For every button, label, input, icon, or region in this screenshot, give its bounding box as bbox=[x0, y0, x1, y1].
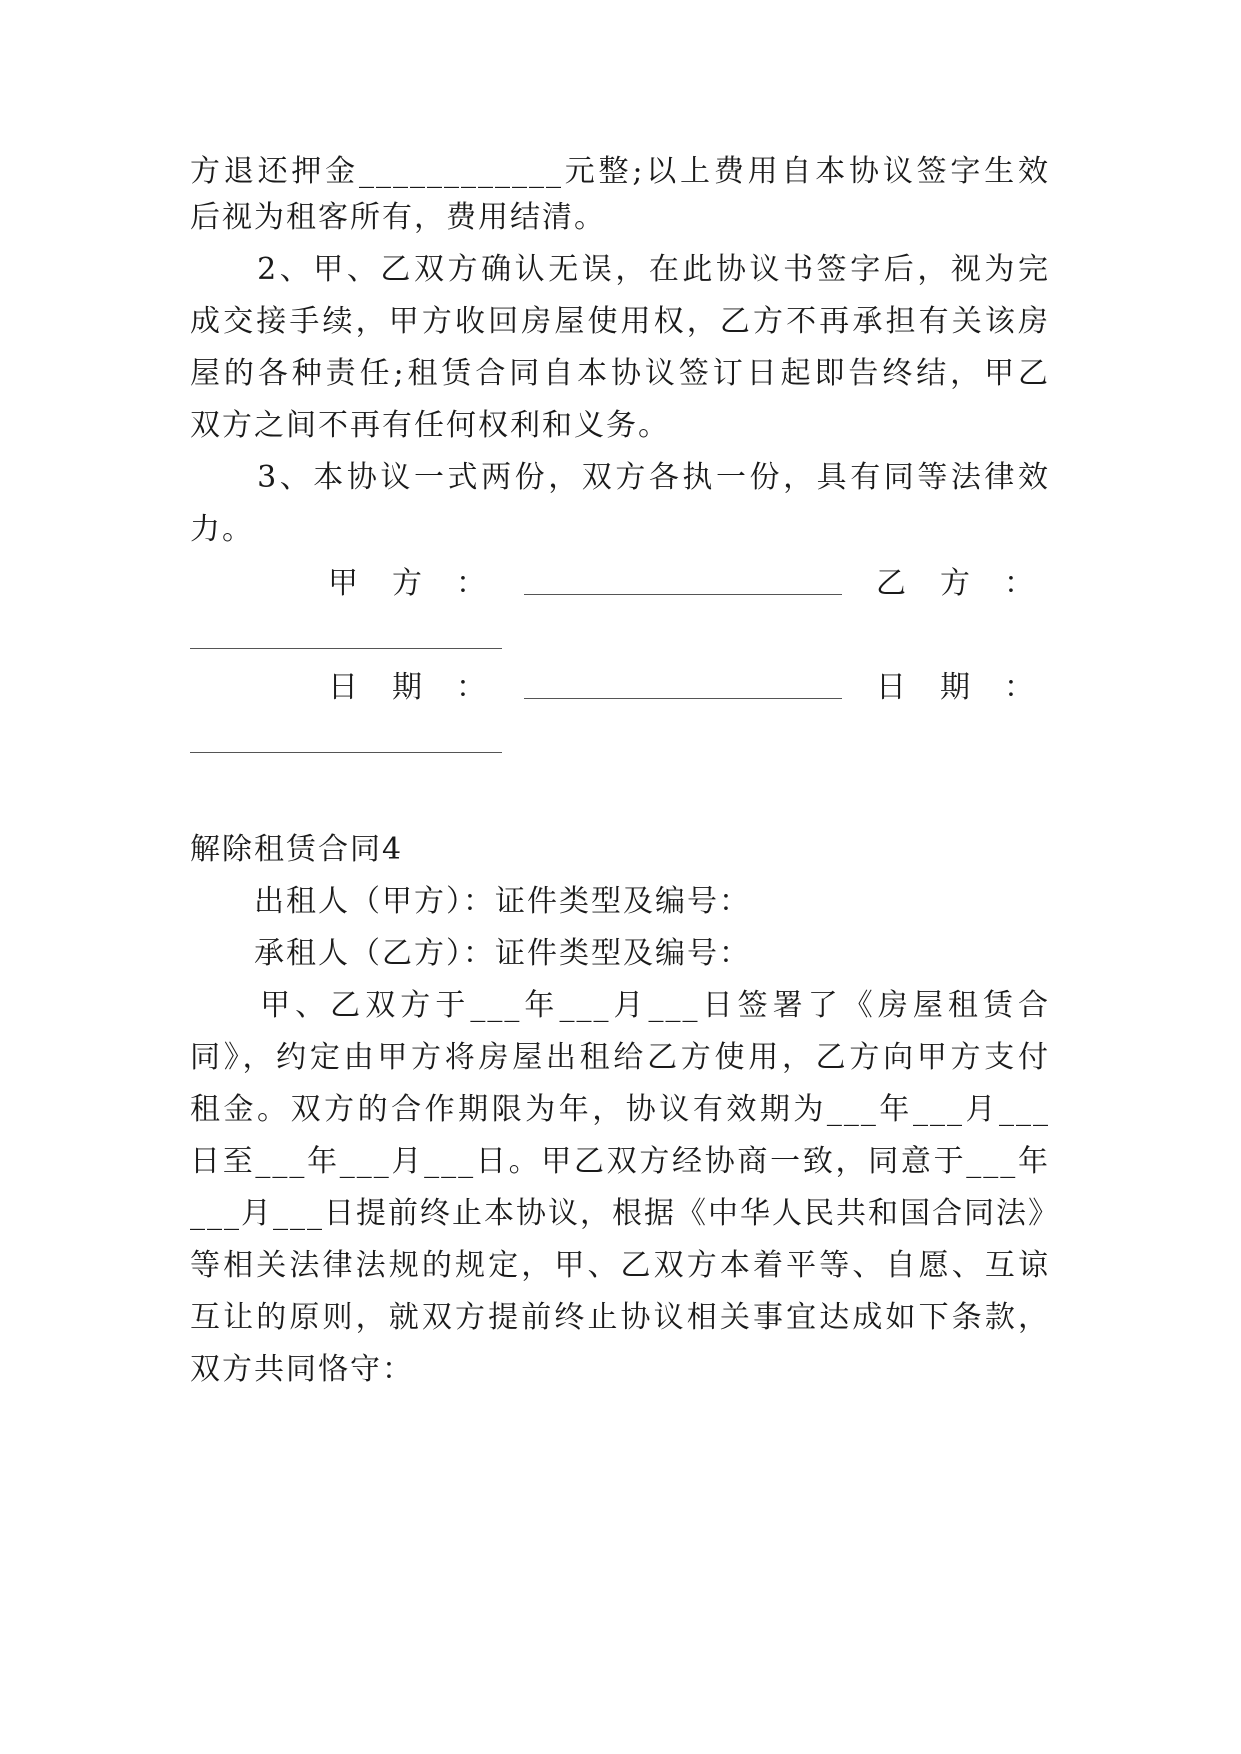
lessee-line: 承租人（乙方）：证件类型及编号： bbox=[190, 936, 751, 971]
date-a-label: 日 期 ： bbox=[328, 670, 486, 705]
paragraph-line: 力。 bbox=[190, 512, 254, 547]
date-a-signature-line[interactable] bbox=[524, 698, 842, 699]
paragraph-line: 成交接手续，甲方收回房屋使用权，乙方不再承担有关该房 bbox=[190, 304, 1050, 339]
paragraph-line: 日至___年___月___日。甲乙双方经协商一致，同意于___年 bbox=[190, 1144, 1050, 1179]
paragraph-line: 同》，约定由甲方将房屋出租给乙方使用，乙方向甲方支付 bbox=[190, 1040, 1050, 1075]
section-title: 解除租赁合同4 bbox=[190, 832, 404, 867]
paragraph-line: 甲、乙双方于___年___月___日签署了《房屋租赁合 bbox=[190, 988, 1050, 1023]
paragraph-line: 双方共同恪守： bbox=[190, 1352, 414, 1387]
paragraph-line: 等相关法律法规的规定，甲、乙双方本着平等、自愿、互谅 bbox=[190, 1248, 1050, 1283]
paragraph-line: 方退还押金____________元整;以上费用自本协议签字生效 bbox=[190, 154, 1050, 189]
paragraph-line: 2、甲、乙双方确认无误，在此协议书签字后，视为完 bbox=[190, 252, 1050, 287]
paragraph-line: 租金。双方的合作期限为年，协议有效期为___年___月___ bbox=[190, 1092, 1050, 1127]
paragraph-line: ___月___日提前终止本协议，根据《中华人民共和国合同法》 bbox=[190, 1196, 1060, 1231]
paragraph-line: 双方之间不再有任何权利和义务。 bbox=[190, 408, 670, 443]
paragraph-line: 屋的各种责任;租赁合同自本协议签订日起即告终结，甲乙 bbox=[190, 356, 1050, 391]
party-b-label: 乙 方 ： bbox=[876, 566, 1034, 601]
party-a-label: 甲 方 ： bbox=[328, 566, 486, 601]
paragraph-line: 互让的原则，就双方提前终止协议相关事宜达成如下条款， bbox=[190, 1300, 1050, 1335]
date-b-label: 日 期 ： bbox=[876, 670, 1034, 705]
date-b-signature-line[interactable] bbox=[190, 752, 502, 753]
party-b-signature-line[interactable] bbox=[190, 648, 502, 649]
paragraph-line: 3、本协议一式两份，双方各执一份，具有同等法律效 bbox=[190, 460, 1050, 495]
party-a-signature-line[interactable] bbox=[524, 594, 842, 595]
paragraph-line: 后视为租客所有，费用结清。 bbox=[190, 200, 606, 235]
lessor-line: 出租人（甲方）：证件类型及编号： bbox=[190, 884, 751, 919]
